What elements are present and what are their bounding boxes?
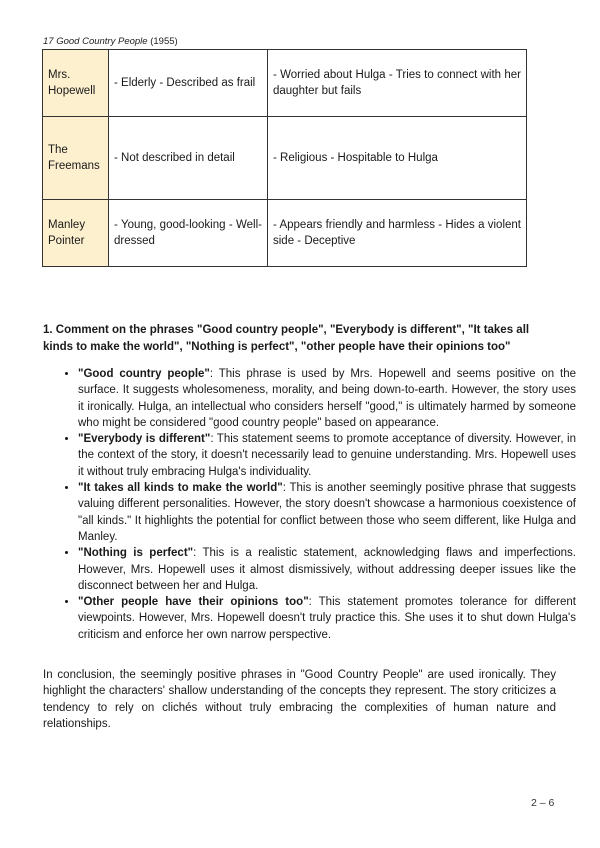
phrase-comment: : This is another seemingly positive phrase that suggests valuing different personalities. However, the story doesn't showcase a harmonious coexistence of "all kinds." It highlights the potential for conflict between those who seem different, like Hulga and Manley. xyxy=(78,482,577,543)
character-traits-cell: - Worried about Hulga - Tries to connect with her daughter but fails xyxy=(268,50,527,117)
phrase-term: "Everybody is different" xyxy=(78,433,211,446)
character-traits-cell: - Appears friendly and harmless - Hides a violent side - Deceptive xyxy=(268,200,527,267)
caption-year: (1955) xyxy=(150,36,178,47)
character-description-cell: - Not described in detail xyxy=(109,117,268,200)
conclusion-paragraph: In conclusion, the seemingly positive phrases in "Good Country People" are used ironically. They highlight the characters' shallow understanding of the concepts they represent. The story criticizes a tendency to rely on clichés without truly embracing the complexities of human nature and relationships. xyxy=(43,669,556,730)
list-item xyxy=(78,480,576,545)
phrase-term: "It takes all kinds to make the world" xyxy=(78,482,283,495)
list-item xyxy=(78,431,576,480)
table-row xyxy=(43,200,527,267)
characters-table xyxy=(42,49,527,267)
table-caption xyxy=(43,36,178,47)
phrase-comment: : This statement seems to promote acceptance of diversity. However, in the context of the story, it doesn't necessarily lead to genuine understanding. Mrs. Hopewell uses it without truly embracing Hulga's individuality. xyxy=(78,433,576,478)
character-description-cell: - Elderly - Described as frail xyxy=(109,50,268,117)
phrase-commentary-list xyxy=(60,366,576,643)
question-heading: 1. Comment on the phrases "Good country people", "Everybody is different", "It takes all kinds to make the world", "Nothing is perfect", "other people have their opinions too" xyxy=(43,324,530,353)
table-row xyxy=(43,50,527,117)
phrase-term: "Nothing is perfect" xyxy=(78,547,194,560)
caption-title: 17 Good Country People xyxy=(43,36,148,47)
character-name-cell: The Freemans xyxy=(43,117,109,200)
list-item xyxy=(78,545,576,594)
character-description-cell: - Young, good-looking - Well-dressed xyxy=(109,200,268,267)
phrase-comment: : This statement promotes tolerance for different viewpoints. However, Mrs. Hopewell doesn't truly practice this. She uses it to shut down Hulga's criticism and enforce her own narrow perspective. xyxy=(78,596,576,641)
phrase-term: "Good country people" xyxy=(78,368,210,380)
character-name-cell: Manley Pointer xyxy=(43,200,109,267)
list-item xyxy=(78,366,576,431)
character-traits-cell: - Religious - Hospitable to Hulga xyxy=(268,117,527,200)
table-row xyxy=(43,117,527,200)
phrase-comment: : This phrase is used by Mrs. Hopewell and seems positive on the surface. It suggests wholesomeness, morality, and being down-to-earth. However, the story uses it ironically. Hulga, an intellectual who considers herself "good," is ultimately harmed by someone who might be considered "good country people" based on appearance. xyxy=(78,368,577,429)
page-number: 2 – 6 xyxy=(531,797,555,809)
character-name-cell: Mrs. Hopewell xyxy=(43,50,109,117)
list-item xyxy=(78,594,576,643)
phrase-comment: : This is a realistic statement, acknowledging flaws and imperfections. However, Mrs. Hopewell uses it almost dismissively, without addressing deeper issues like the disconnect between her and Hulga. xyxy=(78,547,576,592)
phrase-term: "Other people have their opinions too" xyxy=(78,596,309,609)
